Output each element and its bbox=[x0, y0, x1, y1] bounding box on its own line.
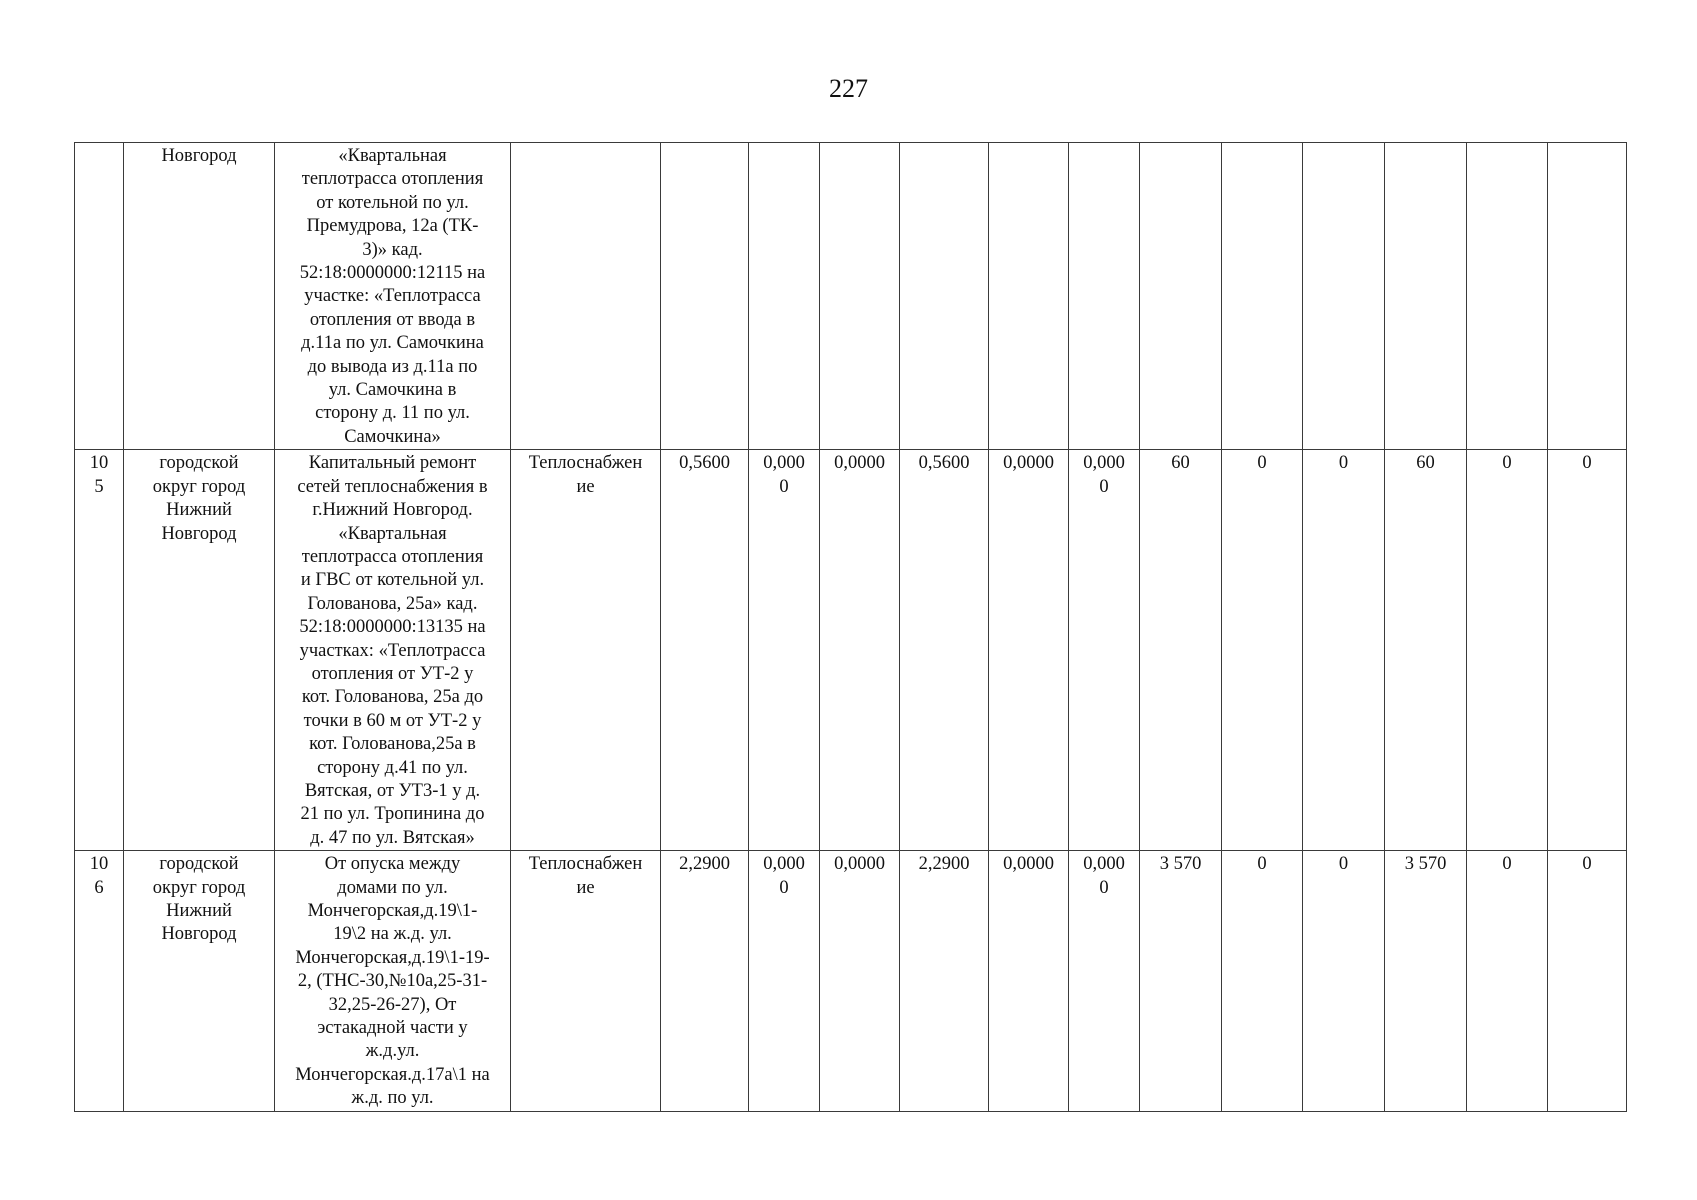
description-cell-line: Капитальный ремонт bbox=[308, 453, 477, 474]
description-cell-line: от котельной по ул. bbox=[316, 192, 469, 213]
description-cell-line: точки в 60 м от УТ-2 у bbox=[303, 710, 482, 731]
description-cell-line: 2, (ТНС-30,№10а,25-31- bbox=[297, 971, 488, 992]
description-cell-line: участках: «Теплотрасса bbox=[299, 640, 486, 661]
row-number-cell bbox=[75, 143, 124, 450]
value-cell-7 bbox=[1140, 143, 1222, 450]
table-row bbox=[75, 851, 1627, 1111]
description-cell bbox=[275, 143, 511, 450]
value-cell-1: 0,5600 bbox=[661, 450, 749, 851]
description-cell-line: 19\2 на ж.д. ул. bbox=[333, 924, 452, 945]
municipality-cell-line: Новгород bbox=[161, 146, 237, 166]
value-cell-4: 2,2900 bbox=[900, 851, 989, 1111]
value-cell-9: 0 bbox=[1303, 851, 1385, 1111]
value-cell-2-line: 0,000 bbox=[763, 854, 805, 875]
value-cell-7: 60 bbox=[1140, 450, 1222, 851]
municipality-cell-line: округ город bbox=[152, 877, 246, 898]
row-number-cell-line: 6 bbox=[94, 877, 104, 898]
table-row bbox=[75, 143, 1627, 450]
municipality-cell bbox=[124, 450, 275, 851]
value-cell-12: 0 bbox=[1548, 851, 1627, 1111]
type-cell-line: ие bbox=[576, 476, 595, 497]
value-cell-10: 60 bbox=[1385, 450, 1467, 851]
value-cell-9: 0 bbox=[1303, 450, 1385, 851]
data-table bbox=[74, 142, 1627, 1112]
description-cell-line: отопления от УТ-2 у bbox=[311, 663, 474, 684]
description-cell-line: Мончегорская,д.19\1-19- bbox=[295, 947, 490, 968]
value-cell-2 bbox=[749, 851, 820, 1111]
description-cell-line: Вятская, от УТ3-1 у д. bbox=[304, 780, 481, 801]
municipality-cell-line: Нижний bbox=[166, 901, 232, 921]
type-cell bbox=[511, 851, 661, 1111]
value-cell-8: 0 bbox=[1222, 851, 1303, 1111]
municipality-cell-line: Новгород bbox=[161, 924, 237, 945]
description-cell-line: теплотрасса отопления bbox=[301, 169, 484, 190]
description-cell-line: Мончегорская,д.19\1- bbox=[307, 901, 478, 921]
description-cell-line: «Квартальная bbox=[338, 523, 447, 544]
value-cell-11: 0 bbox=[1467, 450, 1548, 851]
description-cell-line: Самочкина» bbox=[344, 426, 441, 447]
description-cell-line: 21 по ул. Тропинина до bbox=[300, 804, 485, 825]
municipality-cell bbox=[124, 851, 275, 1111]
row-number-cell bbox=[75, 450, 124, 851]
value-cell-5: 0,0000 bbox=[989, 450, 1069, 851]
description-cell bbox=[275, 851, 511, 1111]
description-cell-line: сторону д. 11 по ул. bbox=[315, 403, 470, 424]
value-cell-6 bbox=[1069, 450, 1140, 851]
table-row bbox=[75, 450, 1627, 851]
value-cell-3 bbox=[820, 143, 900, 450]
value-cell-6 bbox=[1069, 143, 1140, 450]
description-cell-line: участке: «Теплотрасса bbox=[304, 286, 481, 307]
value-cell-2-line: 0 bbox=[779, 877, 789, 898]
value-cell-6-line: 0,000 bbox=[1083, 453, 1125, 474]
description-cell-line: 52:18:0000000:13135 на bbox=[299, 617, 486, 638]
value-cell-2 bbox=[749, 450, 820, 851]
value-cell-10: 3 570 bbox=[1385, 851, 1467, 1111]
value-cell-11: 0 bbox=[1467, 851, 1548, 1111]
description-cell-line: сетей теплоснабжения в bbox=[297, 476, 488, 497]
value-cell-6-line: 0 bbox=[1099, 476, 1109, 497]
value-cell-4 bbox=[900, 143, 989, 450]
value-cell-4: 0,5600 bbox=[900, 450, 989, 851]
value-cell-12 bbox=[1548, 143, 1627, 450]
description-cell-line: «Квартальная bbox=[338, 146, 447, 166]
municipality-cell bbox=[124, 143, 275, 450]
row-number-cell-line: 10 bbox=[89, 453, 109, 474]
row-number-cell bbox=[75, 851, 124, 1111]
value-cell-12: 0 bbox=[1548, 450, 1627, 851]
description-cell-line: кот. Голованова, 25а до bbox=[301, 687, 484, 708]
type-cell-line: Теплоснабжен bbox=[528, 854, 643, 875]
description-cell-line: От опуска между bbox=[324, 854, 461, 875]
value-cell-2 bbox=[749, 143, 820, 450]
description-cell-line: Мончегорская.д.17а\1 на bbox=[295, 1064, 490, 1085]
description-cell-line: эстакадной части у bbox=[317, 1018, 468, 1039]
value-cell-6-line: 0 bbox=[1099, 877, 1109, 898]
municipality-cell-line: городской bbox=[159, 453, 239, 474]
row-number-cell-line: 5 bbox=[94, 476, 104, 497]
description-cell-line: кот. Голованова,25а в bbox=[309, 734, 476, 755]
type-cell-line: ие bbox=[576, 877, 595, 898]
value-cell-9 bbox=[1303, 143, 1385, 450]
description-cell-line: д. 47 по ул. Вятская» bbox=[310, 827, 475, 848]
value-cell-2-line: 0 bbox=[779, 476, 789, 497]
type-cell-line: Теплоснабжен bbox=[528, 453, 643, 474]
value-cell-1 bbox=[661, 143, 749, 450]
description-cell-line: домами по ул. bbox=[337, 877, 448, 898]
municipality-cell-line: Нижний bbox=[166, 500, 232, 521]
value-cell-2-line: 0,000 bbox=[763, 453, 805, 474]
description-cell-line: ул. Самочкина в bbox=[328, 380, 457, 401]
value-cell-8 bbox=[1222, 143, 1303, 450]
value-cell-6-line: 0,000 bbox=[1083, 854, 1125, 875]
value-cell-8: 0 bbox=[1222, 450, 1303, 851]
description-cell-line: сторону д.41 по ул. bbox=[317, 757, 468, 778]
value-cell-6 bbox=[1069, 851, 1140, 1111]
description-cell-line: Голованова, 25а» кад. bbox=[307, 593, 478, 614]
value-cell-11 bbox=[1467, 143, 1548, 450]
description-cell-line: ж.д. по ул. bbox=[351, 1088, 434, 1109]
description-cell-line: 32,25-26-27), От bbox=[328, 994, 457, 1015]
row-number-cell-line: 10 bbox=[89, 854, 109, 875]
description-cell-line: до вывода из д.11а по bbox=[307, 356, 478, 377]
value-cell-5 bbox=[989, 143, 1069, 450]
municipality-cell-line: округ город bbox=[152, 476, 246, 497]
description-cell-line: отопления от ввода в bbox=[309, 309, 476, 330]
description-cell-line: 3)» кад. bbox=[362, 239, 423, 260]
value-cell-3: 0,0000 bbox=[820, 450, 900, 851]
description-cell-line: теплотрасса отопления bbox=[301, 546, 484, 567]
value-cell-5: 0,0000 bbox=[989, 851, 1069, 1111]
description-cell-line: ж.д.ул. bbox=[365, 1041, 420, 1062]
value-cell-7: 3 570 bbox=[1140, 851, 1222, 1111]
description-cell-line: 52:18:0000000:12115 на bbox=[299, 263, 486, 284]
type-cell bbox=[511, 450, 661, 851]
page-number: 227 bbox=[829, 74, 868, 103]
description-cell-line: и ГВС от котельной ул. bbox=[300, 570, 485, 591]
description-cell bbox=[275, 450, 511, 851]
value-cell-10 bbox=[1385, 143, 1467, 450]
description-cell-line: г.Нижний Новгород. bbox=[312, 500, 473, 521]
value-cell-3: 0,0000 bbox=[820, 851, 900, 1111]
description-cell-line: Премудрова, 12а (ТК- bbox=[306, 216, 479, 237]
municipality-cell-line: Новгород bbox=[161, 523, 237, 544]
municipality-cell-line: городской bbox=[159, 854, 239, 875]
description-cell-line: д.11а по ул. Самочкина bbox=[301, 333, 484, 354]
value-cell-1: 2,2900 bbox=[661, 851, 749, 1111]
type-cell bbox=[511, 143, 661, 450]
